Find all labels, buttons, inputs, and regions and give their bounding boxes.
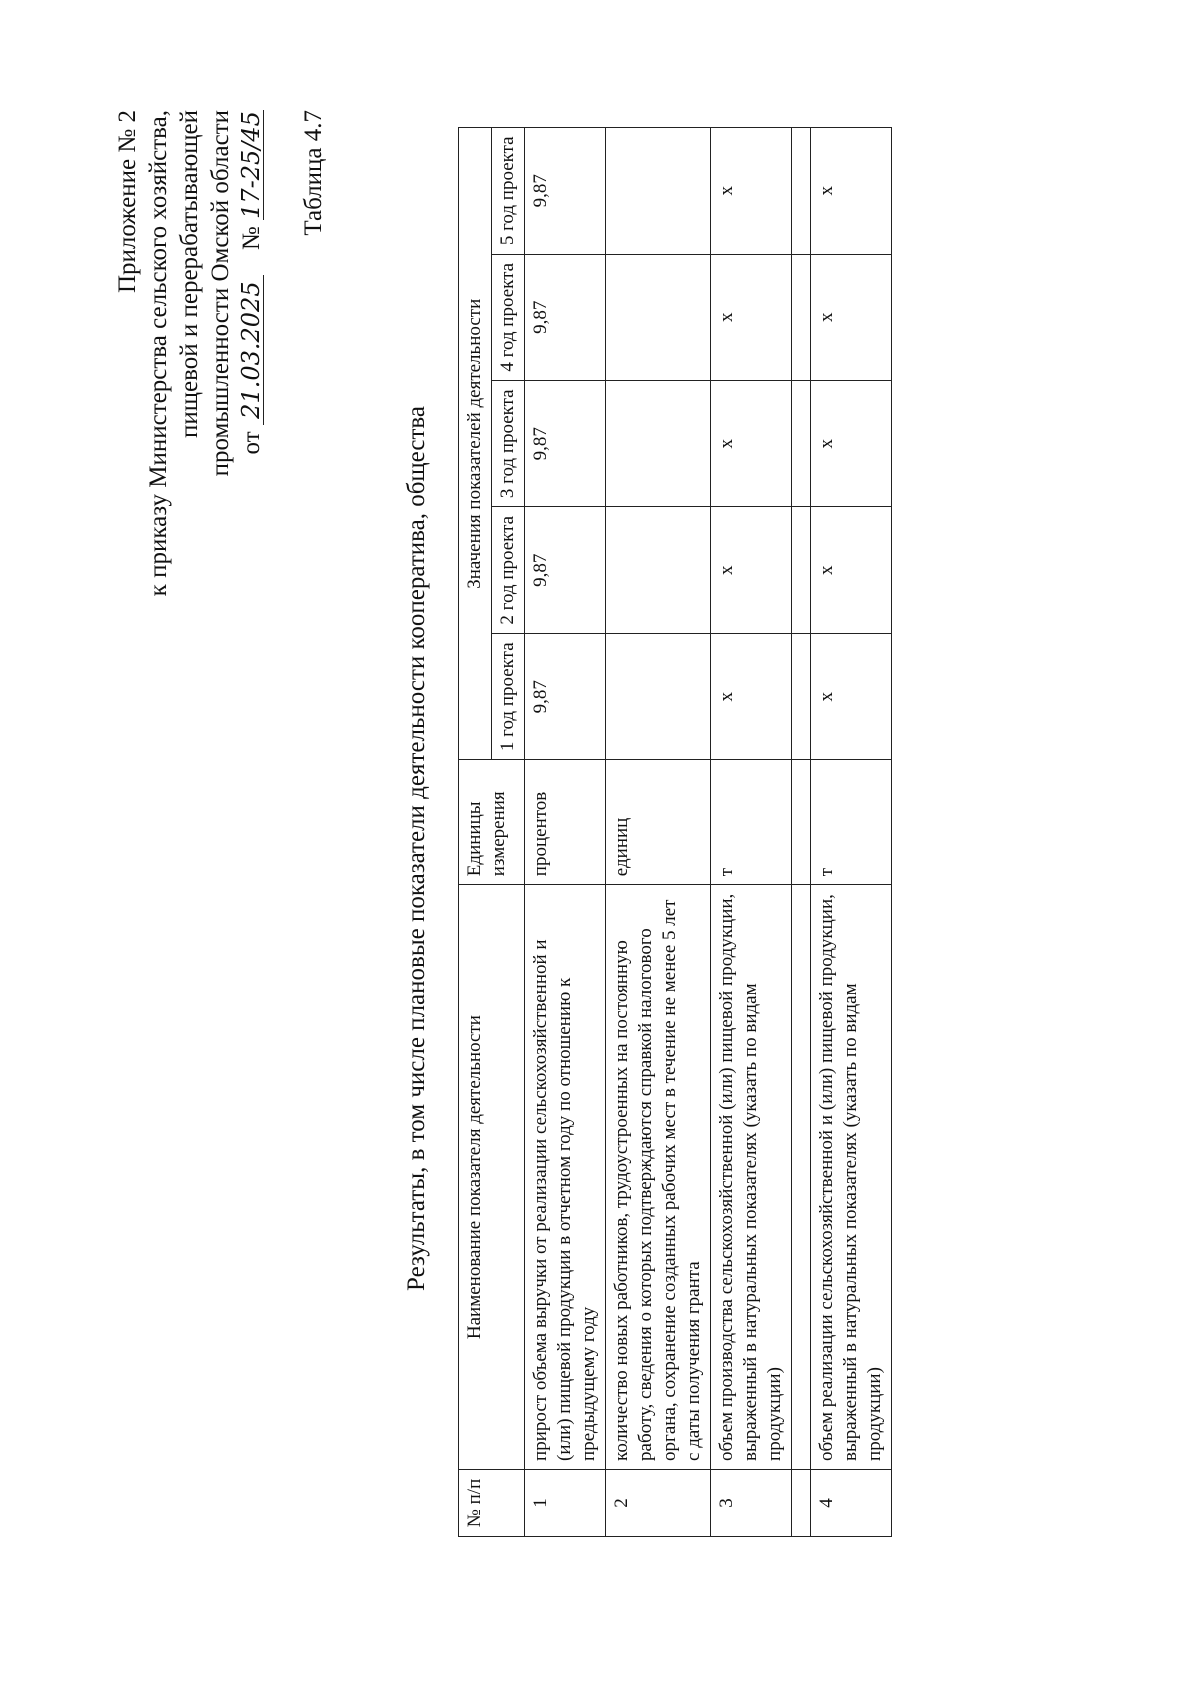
empty-cell (792, 760, 811, 885)
row-value: х (711, 507, 792, 633)
table-label: Таблица 4.7 (300, 110, 327, 236)
row-name: объем реализации сельскохозяйственной и (или) пищевой продукции, выраженный в натуральных показателях (указать по видам продукции) (811, 885, 892, 1470)
row-name: количество новых работников, трудоустроенных на постоянную работу, сведения о которых подтверждаются справкой налогового органа, сохранение созданных рабочих мест в течение не менее 5 лет с даты получения гранта (606, 885, 711, 1470)
table-row (711, 128, 792, 1537)
empty-cell (792, 128, 811, 255)
row-value (606, 254, 711, 380)
appendix-header (112, 110, 267, 596)
row-num: 3 (711, 1469, 792, 1536)
row-value: х (811, 507, 892, 633)
row-num: 4 (811, 1469, 892, 1536)
order-reference-line: к приказу Министерства сельского хозяйства, (145, 110, 172, 597)
ministry-line: пищевой и перерабатывающей (176, 110, 203, 439)
row-value (606, 507, 711, 633)
row-value: х (811, 128, 892, 255)
table-row (525, 128, 606, 1537)
row-value (606, 633, 711, 759)
row-value: х (711, 381, 792, 507)
row-name: объем производства сельскохозяйственной (или) пищевой продукции, выраженный в натуральных показателях (указать по видам продукции) (711, 885, 792, 1470)
row-value: х (711, 128, 792, 255)
header-values-group: Значения показателей деятельности (459, 128, 492, 760)
row-value: х (711, 254, 792, 380)
row-unit: процентов (525, 760, 606, 885)
header-year-4: 4 год проекта (492, 254, 525, 380)
row-name: прирост объема выручки от реализации сельскохозяйственной и (или) пищевой продукции в отчетном году по отношению к предыдущему году (525, 885, 606, 1470)
header-row (459, 128, 492, 1537)
row-value: х (811, 633, 892, 759)
row-num: 1 (525, 1469, 606, 1536)
row-value: 9,87 (525, 507, 606, 633)
row-unit: единиц (606, 760, 711, 885)
table-row (811, 128, 892, 1537)
row-value: 9,87 (525, 381, 606, 507)
handwritten-date: 21.03.2025 (239, 275, 264, 425)
number-prefix: № (238, 226, 265, 251)
row-value: х (811, 254, 892, 380)
results-table (458, 127, 892, 1537)
row-value: х (811, 381, 892, 507)
handwritten-order-number: 17-25/45 (237, 111, 265, 219)
empty-cell (792, 885, 811, 1470)
header-year-3: 3 год проекта (492, 381, 525, 507)
row-unit: т (711, 760, 792, 885)
header-num: № п/п (459, 1469, 525, 1536)
empty-cell (792, 633, 811, 759)
row-unit: т (811, 760, 892, 885)
header-name: Наименование показателя деятельности (459, 885, 525, 1470)
header-year-2: 2 год проекта (492, 507, 525, 633)
row-value: х (711, 633, 792, 759)
header-unit: Единицы измерения (459, 760, 525, 885)
from-prefix: от (238, 431, 265, 455)
empty-cell (792, 1469, 811, 1536)
empty-cell (792, 507, 811, 633)
empty-cell (792, 254, 811, 380)
region-line: промышленности Омской области (207, 110, 234, 477)
row-value: 9,87 (525, 254, 606, 380)
row-num: 2 (606, 1469, 711, 1536)
empty-cell (792, 381, 811, 507)
empty-row (792, 128, 811, 1537)
row-value: 9,87 (525, 633, 606, 759)
table-row (606, 128, 711, 1537)
row-value (606, 381, 711, 507)
header-year-5: 5 год проекта (492, 128, 525, 255)
document-title: Результаты, в том числе плановые показатели деятельности кооператива, общества (403, 406, 430, 1291)
header-year-1: 1 год проекта (492, 633, 525, 759)
row-value (606, 128, 711, 255)
row-value: 9,87 (525, 128, 606, 255)
order-date-line (236, 110, 267, 596)
appendix-number: Приложение № 2 (114, 110, 141, 294)
